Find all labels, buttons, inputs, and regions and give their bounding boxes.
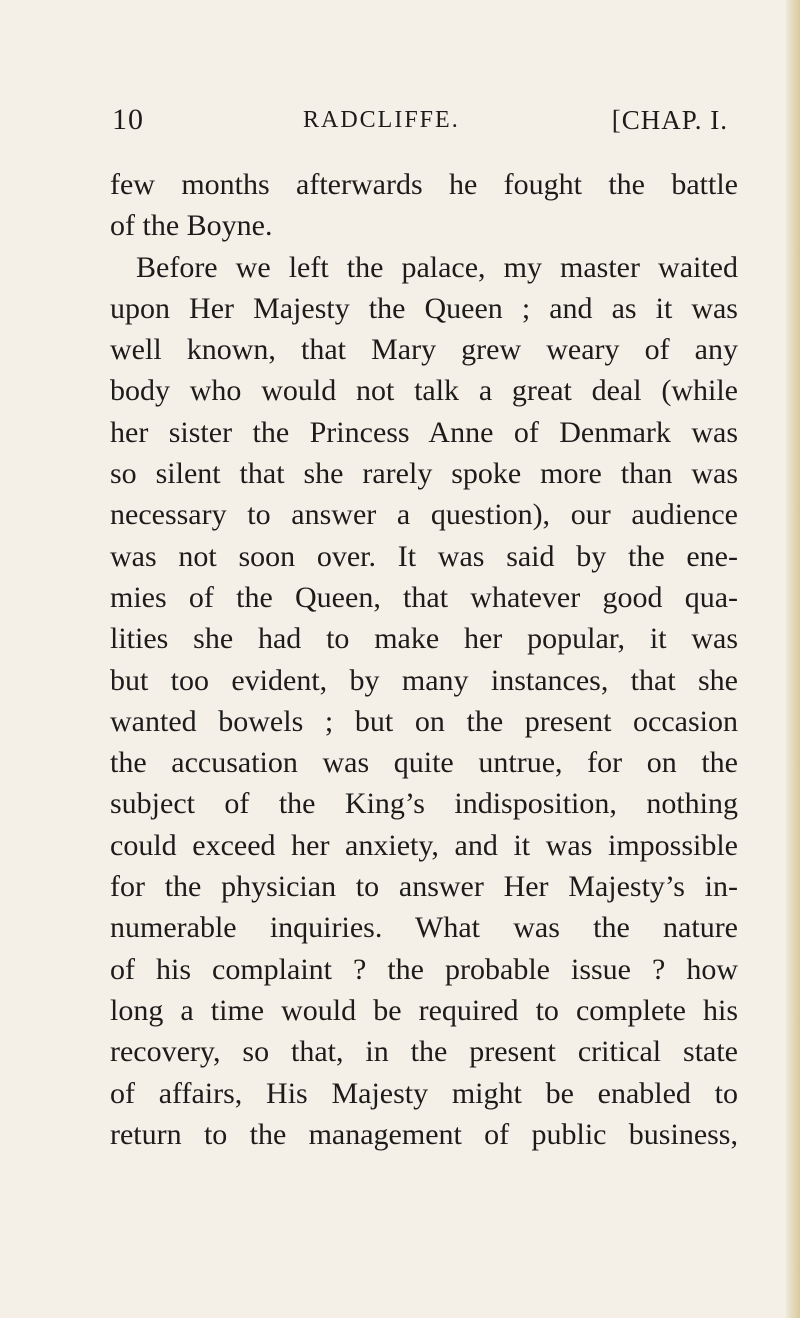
text-line: Before we left the palace, my master waited xyxy=(136,250,738,284)
text-line: her sister the Princess Anne of Denmark was xyxy=(110,415,738,449)
text-line: body who would not talk a great deal (while xyxy=(110,374,738,408)
text-line: for the physician to answer Her Majesty’s in- xyxy=(110,870,738,904)
text-line: long a time would be required to complete his xyxy=(110,993,738,1027)
running-title: RADCLIFFE. xyxy=(303,107,460,133)
text-line: subject of the King’s indisposition, nothing xyxy=(110,787,738,821)
text-line: could exceed her anxiety, and it was impossible xyxy=(110,828,738,862)
text-line: of the Boyne. xyxy=(110,209,273,243)
body-text xyxy=(110,164,738,1155)
text-line: wanted bowels ; but on the present occasion xyxy=(110,704,738,738)
text-line: few months afterwards he fought the battle xyxy=(110,168,738,201)
text-line: of affairs, His Majesty might be enabled to xyxy=(110,1076,738,1110)
text-line: recovery, so that, in the present critical state xyxy=(110,1035,738,1069)
text-line: upon Her Majesty the Queen ; and as it was xyxy=(110,291,738,325)
text-line: mies of the Queen, that whatever good qua- xyxy=(110,580,738,614)
text-line: return to the management of public business, xyxy=(110,1117,738,1151)
text-line: of his complaint ? the probable issue ? how xyxy=(110,952,738,986)
text-line: necessary to answer a question), our audience xyxy=(110,498,738,532)
chapter-reference: [CHAP. I. xyxy=(611,105,728,135)
text-line: lities she had to make her popular, it was xyxy=(110,622,738,656)
text-line: numerable inquiries. What was the nature xyxy=(110,911,738,945)
text-line: so silent that she rarely spoke more than was xyxy=(110,457,738,491)
page-number: 10 xyxy=(112,103,144,136)
text-line: the accusation was quite untrue, for on the xyxy=(110,746,738,780)
text-line: was not soon over. It was said by the ene- xyxy=(110,539,738,573)
page-edge xyxy=(786,0,800,1318)
text-line: well known, that Mary grew weary of any xyxy=(110,333,738,367)
running-head xyxy=(112,100,728,140)
text-line: but too evident, by many instances, that she xyxy=(110,663,738,697)
